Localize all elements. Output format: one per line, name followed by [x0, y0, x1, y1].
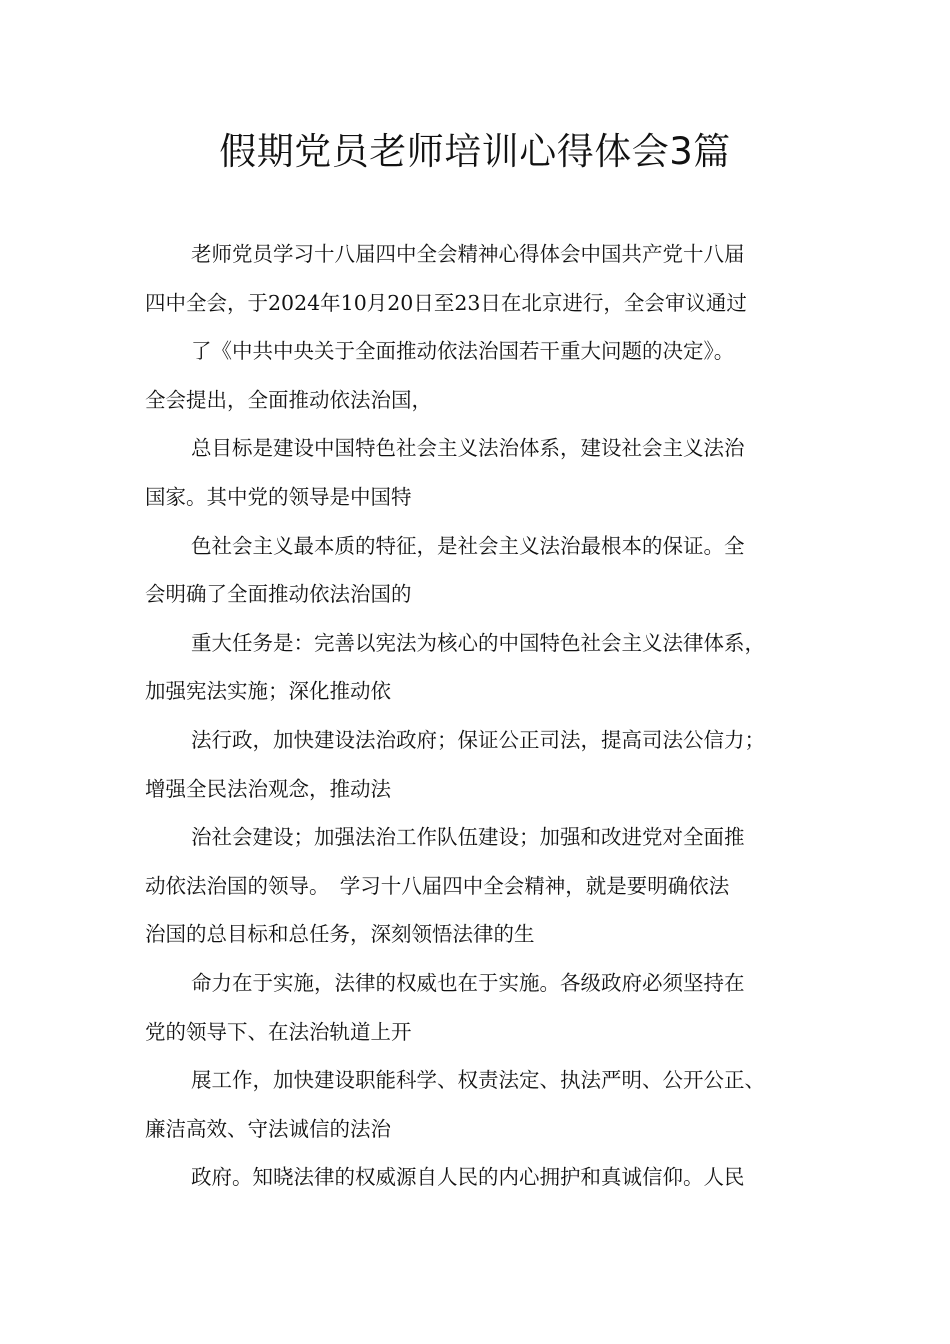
body-line-18: 展工作，加快建设职能科学、权责法定、执法严明、公开公正、 — [191, 1068, 765, 1093]
body-line-17: 党的领导下、在法治轨道上开 — [145, 1019, 412, 1044]
body-line-9: 重大任务是：完善以宪法为核心的中国特色社会主义法律体系， — [191, 630, 765, 655]
body-line-6: 国家。其中党的领导是中国特 — [145, 484, 412, 509]
body-line-2: 四中全会，于2024年10月20日至23日在北京进行，全会审议通过 — [145, 290, 747, 315]
body-line-5: 总目标是建设中国特色社会主义法治体系，建设社会主义法治 — [191, 436, 745, 461]
document-title: 假期党员老师培训心得体会3篇 — [219, 130, 731, 173]
body-line-7: 色社会主义最本质的特征，是社会主义法治最根本的保证。全 — [191, 533, 745, 558]
body-line-8: 会明确了全面推动依法治国的 — [145, 582, 412, 607]
body-line-1: 老师党员学习十八届四中全会精神心得体会中国共产党十八届 — [191, 242, 745, 266]
body-line-12: 增强全民法治观念，推动法 — [145, 776, 391, 801]
body-line-10: 加强宪法实施；深化推动依 — [145, 679, 391, 704]
body-line-13: 治社会建设；加强法治工作队伍建设；加强和改进党对全面推 — [191, 825, 745, 850]
body-line-15: 治国的总目标和总任务，深刻领悟法律的生 — [145, 922, 535, 947]
body-line-4: 全会提出，全面推动依法治国， — [145, 387, 432, 412]
body-line-11: 法行政，加快建设法治政府；保证公正司法，提高司法公信力； — [191, 727, 765, 752]
body-line-14: 动依法治国的领导。 学习十八届四中全会精神，就是要明确依法 — [145, 873, 730, 898]
body-line-16: 命力在于实施，法律的权威也在于实施。各级政府必须坚持在 — [191, 970, 745, 995]
body-line-20: 政府。知晓法律的权威源自人民的内心拥护和真诚信仰。人民 — [191, 1165, 745, 1190]
body-line-3: 了《中共中央关于全面推动依法治国若干重大问题的决定》。 — [191, 339, 735, 364]
document-body — [145, 230, 835, 1202]
body-line-19: 廉洁高效、守法诚信的法治 — [145, 1116, 391, 1141]
